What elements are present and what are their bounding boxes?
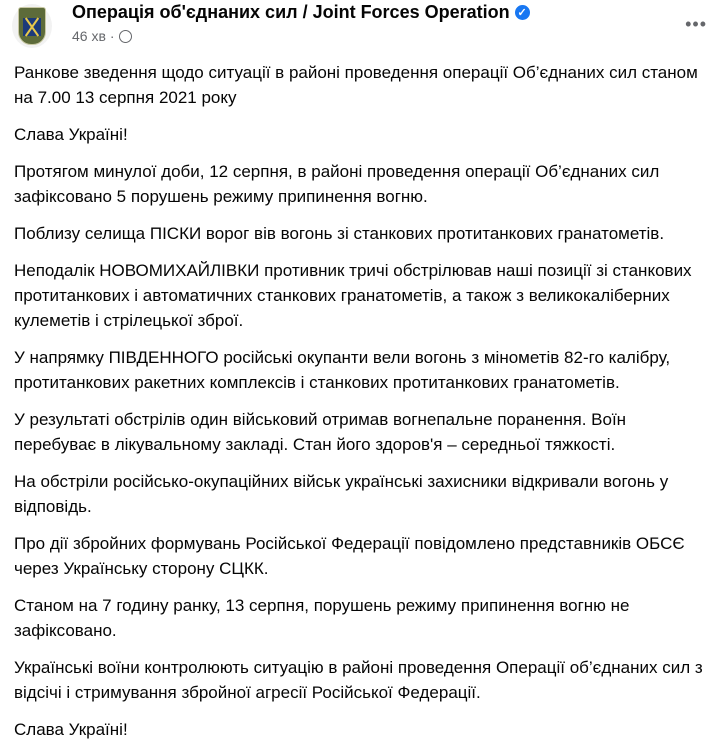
meta-separator: · (109, 28, 115, 44)
verified-badge-icon: ✓ (515, 5, 530, 20)
paragraph: Слава Україні! (14, 720, 128, 739)
page-avatar[interactable] (12, 4, 52, 48)
post-header (0, 0, 721, 60)
paragraph: У результаті обстрілів один військовий отримав вогнепальне поранення. Воїн перебуває в лікувальному закладі. Стан його здоров'я – середньої тяжкості. (14, 410, 627, 454)
globe-icon (119, 30, 132, 43)
paragraph: На обстріли російсько-окупаційних військ українські захисники відкривали вогонь у відповідь. (14, 472, 669, 516)
paragraph: У напрямку ПІВДЕННОГО російські окупанти вели вогонь з мінометів 82-го калібру, протитанкових ракетних комплексів і станкових протитанкових гранатометів. (14, 348, 671, 392)
paragraph: Про дії збройних формувань Російської Федерації повідомлено представників ОБСЄ через Українську сторону СЦКК. (14, 534, 685, 578)
shield-logo-icon (18, 7, 46, 45)
post-meta (72, 28, 132, 44)
author-name[interactable]: Операція об'єднаних сил / Joint Forces Operation (72, 2, 510, 22)
more-options-button[interactable]: ••• (685, 14, 707, 34)
paragraph: Протягом минулої доби, 12 серпня, в районі проведення операції Об’єднаних сил зафіксовано 5 порушень режиму припинення вогню. (14, 162, 660, 206)
paragraph: Поблизу селища ПІСКИ ворог вів вогонь зі станкових протитанкових гранатометів. (14, 224, 665, 243)
post-body (0, 60, 721, 742)
paragraph: Слава Україні! (14, 125, 128, 144)
post-time[interactable]: 46 хв (72, 28, 106, 44)
paragraph: Неподалік НОВОМИХАЙЛІВКИ противник тричі обстрілював наші позиції зі станкових протитанкових і автоматичних станкових гранатометів, а також з великокаліберних кулеметів і стрілецької зброї. (14, 261, 692, 330)
paragraph: Ранкове зведення щодо ситуації в районі проведення операції Об’єднаних сил станом на 7.00 13 серпня 2021 року (14, 63, 698, 107)
author-name-row (72, 2, 530, 23)
paragraph: Станом на 7 годину ранку, 13 серпня, порушень режиму припинення вогню не зафіксовано. (14, 596, 630, 640)
paragraph: Українські воїни контролюють ситуацію в районі проведення Операції об’єднаних сил з відсічі і стримування збройної агресії Російської Федерації. (14, 658, 703, 702)
